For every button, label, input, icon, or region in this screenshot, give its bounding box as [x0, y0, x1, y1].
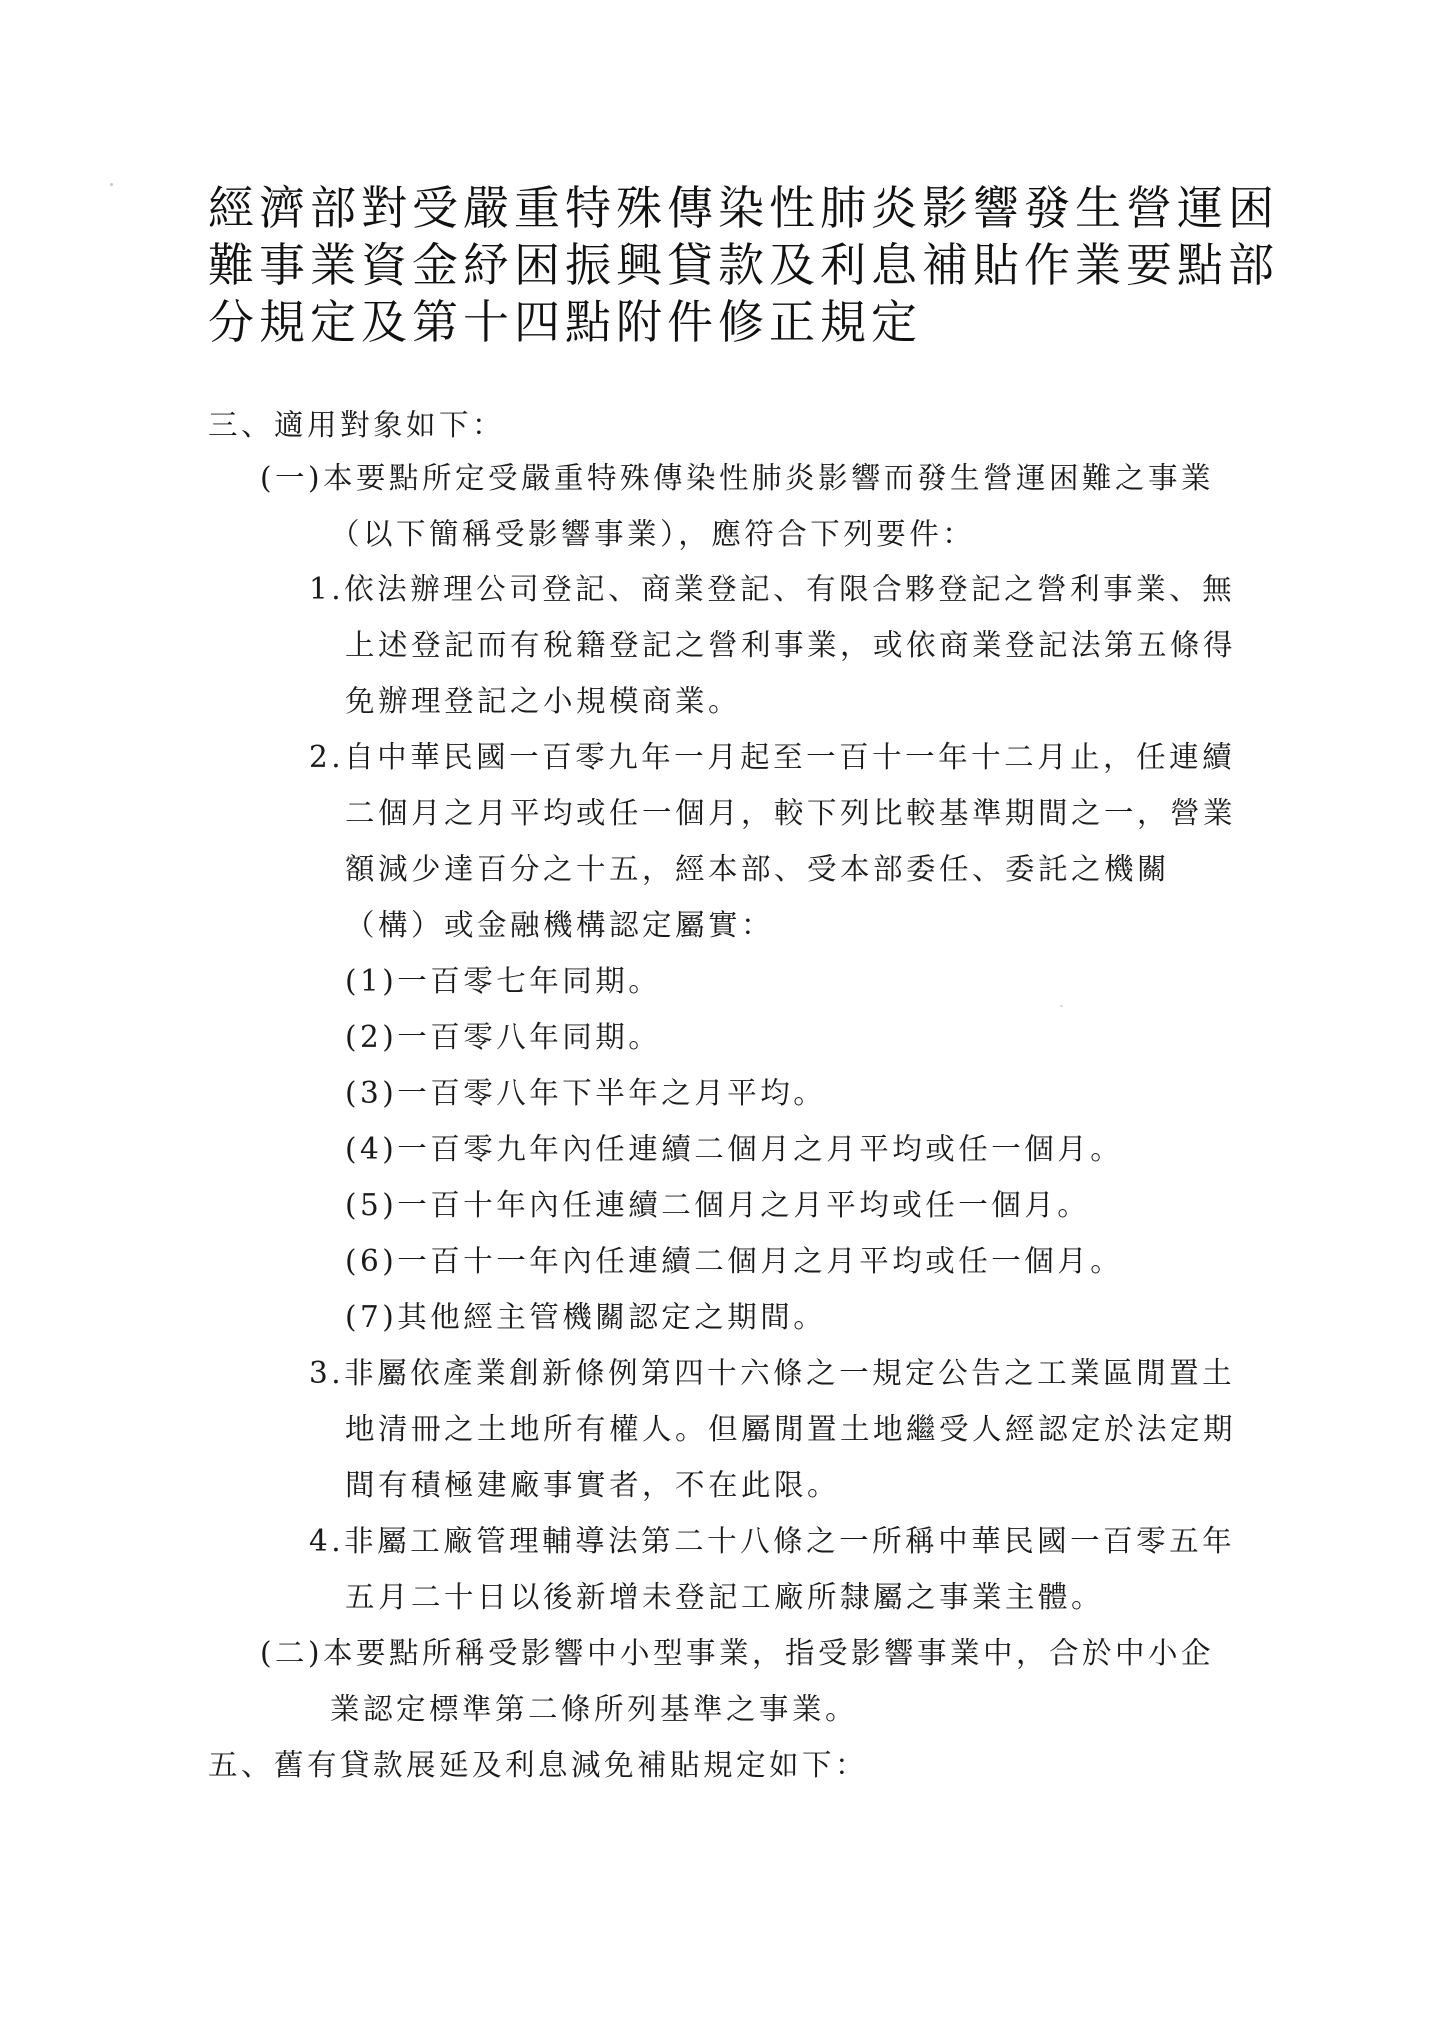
requirement-1-line: 上述登記而有稅籍登記之營利事業，或依商業登記法第五條得 — [345, 628, 1237, 662]
requirement-3-line: 3.非屬依產業創新條例第四十六條之一規定公告之工業區閒置土 — [309, 1356, 1236, 1390]
period-item: (1)一百零七年同期。 — [345, 964, 662, 998]
period-item: (7)其他經主管機關認定之期間。 — [345, 1300, 827, 1334]
item-1-line: (一)本要點所定受嚴重特殊傳染性肺炎影響而發生營運困難之事業 — [260, 461, 1215, 495]
scan-speck — [110, 183, 113, 186]
requirement-1-line: 免辦理登記之小規模商業。 — [345, 684, 742, 718]
requirement-4-line: 4.非屬工廠管理輔導法第二十八條之一所稱中華民國一百零五年 — [309, 1524, 1236, 1558]
title-line: 分規定及第十四點附件修正規定 — [208, 295, 922, 349]
item-1-line: （以下簡稱受影響事業），應符合下列要件： — [330, 517, 976, 551]
period-item: (3)一百零八年下半年之月平均。 — [345, 1076, 827, 1110]
requirement-2-line: 額減少達百分之十五，經本部、受本部委任、委託之機關 — [345, 852, 1171, 886]
requirement-1-line: 1.依法辦理公司登記、商業登記、有限合夥登記之營利事業、無 — [309, 572, 1236, 606]
period-item: (4)一百零九年內任連續二個月之月平均或任一個月。 — [345, 1132, 1124, 1166]
period-item: (5)一百十年內任連續二個月之月平均或任一個月。 — [345, 1188, 1091, 1222]
title-line: 難事業資金紓困振興貸款及利息補貼作業要點部 — [208, 238, 1279, 292]
requirement-2-line: 2.自中華民國一百零九年一月起至一百十一年十二月止，任連續 — [309, 740, 1236, 774]
title-line: 經濟部對受嚴重特殊傳染性肺炎影響發生營運困 — [208, 181, 1279, 235]
requirement-3-line: 間有積極建廠事實者，不在此限。 — [345, 1468, 841, 1502]
item-2-line: 業認定標準第二條所列基準之事業。 — [330, 1692, 859, 1726]
requirement-2-line: （構）或金融機構認定屬實： — [345, 908, 775, 942]
item-2-line: (二)本要點所稱受影響中小型事業，指受影響事業中，合於中小企 — [260, 1636, 1215, 1670]
section-5-heading: 五、舊有貸款展延及利息減免補貼規定如下： — [208, 1748, 869, 1782]
period-item: (6)一百十一年內任連續二個月之月平均或任一個月。 — [345, 1244, 1124, 1278]
requirement-4-line: 五月二十日以後新增未登記工廠所隸屬之事業主體。 — [345, 1580, 1105, 1614]
requirement-3-line: 地清冊之土地所有權人。但屬閒置土地繼受人經認定於法定期 — [345, 1412, 1237, 1446]
document-title — [208, 180, 1288, 351]
requirement-2-line: 二個月之月平均或任一個月，較下列比較基準期間之一，營業 — [345, 796, 1237, 830]
period-item: (2)一百零八年同期。 — [345, 1020, 662, 1054]
scan-speck — [1060, 1005, 1063, 1007]
section-3-heading: 三、適用對象如下： — [208, 408, 506, 442]
